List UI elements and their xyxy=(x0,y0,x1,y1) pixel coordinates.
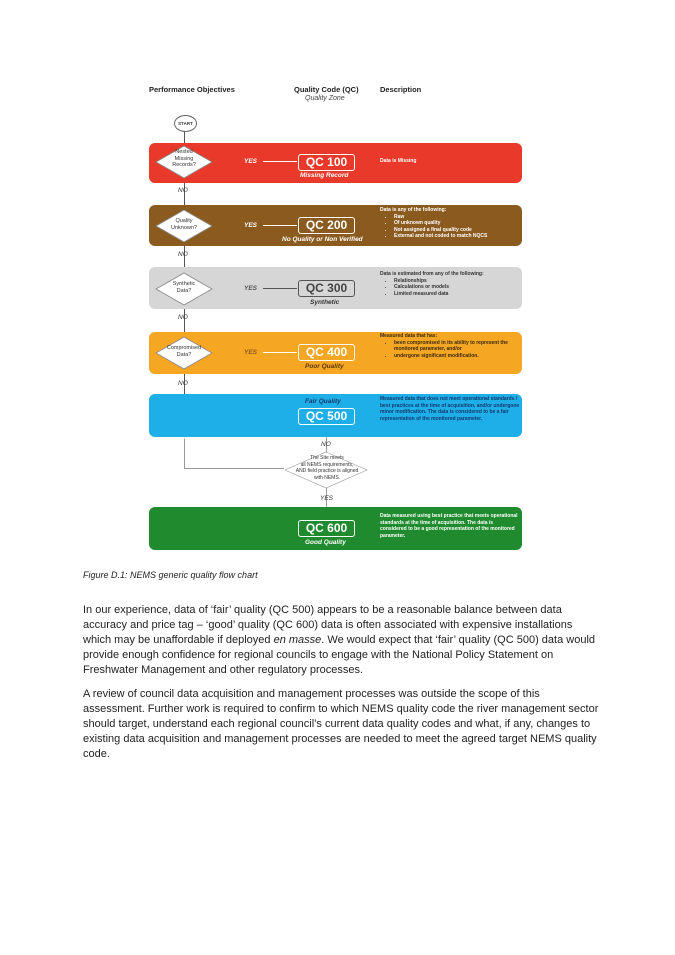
qc-200-description: Data is any of the following: • Raw • Of unknown quality • Not assigned a final quality code • External and not coded to match NQCS xyxy=(380,207,520,240)
qc-100-label: Missing Record xyxy=(300,172,349,179)
qc-600-description: Data measured using best practice that meets operational standards at the time of acquisition. The data is considered to be a good representation of the monitored parameter. xyxy=(380,513,518,539)
yes-arrow xyxy=(263,288,297,289)
yes-label: YES xyxy=(244,158,258,165)
yes-arrow xyxy=(263,352,297,353)
yes-arrow xyxy=(263,225,297,226)
start-node: START xyxy=(174,115,197,132)
decision-question: Quality Unknown? xyxy=(171,218,197,231)
no-label: NO xyxy=(178,380,188,387)
qc-200-code: QC 200 xyxy=(298,217,355,234)
header-description: Description xyxy=(380,85,422,94)
qc-500-description: Measured data that does not meet operational standards / best practices at the time of acquisition, and/or undergone minor modification. The data is considered to be a fair representation of the monitored parameter. xyxy=(380,396,520,422)
no-label: NO xyxy=(178,314,188,321)
body-paragraph: A review of council data acquisition and management processes was outside the scope of this assessment. Further work is required to confirm to which NEMS quality code the river management sector should target, understand each regional council’s current data quality codes and what, if any, changes to existing data acquisition and management processes are needed to meet the agreed target NEMS quality code. xyxy=(83,688,599,760)
body-paragraph: In our experience, data of ‘fair’ quality (QC 500) appears to be a reasonable balance between data accuracy and price tag – ‘good’ quality (QC 600) data is often associated with expensive installations which may be unaffordable if deployed en masse. We would expect that ‘fair’ quality (QC 500) data would provide enough confidence for regional councils to engage with the National Policy Statement on Freshwater Management and other regulatory processes. xyxy=(83,604,596,676)
qc-300-description: Data is estimated from any of the following: • Relationships • Calculations or models • Limited measured data xyxy=(380,271,520,297)
no-label: NO xyxy=(321,441,331,448)
qc-500-label: Fair Quality xyxy=(305,398,341,405)
connector-line xyxy=(184,468,284,469)
qc-400-description: Measured data that has: • been compromised in its ability to represent the monitored parameter, and/or • undergone significant modification. xyxy=(380,333,520,359)
decision-question: Compromised Data? xyxy=(166,345,202,358)
qc-400-code: QC 400 xyxy=(298,344,355,361)
yes-label: YES xyxy=(320,495,334,502)
yes-label: YES xyxy=(244,222,258,229)
header-performance-objectives: Performance Objectives xyxy=(149,85,235,94)
decision-question: Synthetic Data? xyxy=(172,281,196,294)
no-label: NO xyxy=(178,187,188,194)
figure-caption: Figure D.1: NEMS generic quality flow chart xyxy=(83,570,258,580)
qc-300-label: Synthetic xyxy=(310,299,340,306)
qc-600-label: Good Quality xyxy=(305,539,346,546)
yes-label: YES xyxy=(244,285,258,292)
header-quality-zone: Quality Zone xyxy=(305,95,345,102)
yes-arrow xyxy=(263,161,297,162)
qc-300-code: QC 300 xyxy=(298,280,355,297)
qc-500-code: QC 500 xyxy=(298,408,355,425)
decision-question: Nested Missing Records? xyxy=(172,149,196,168)
header-quality-code: Quality Code (QC) xyxy=(294,85,359,94)
qc-600-code: QC 600 xyxy=(298,520,355,537)
yes-label: YES xyxy=(244,349,258,356)
nems-question: The Site meets all NEMS requirements, AND field practice is aligned with NEMS. xyxy=(295,455,359,481)
connector-line xyxy=(184,439,185,469)
qc-400-label: Poor Quality xyxy=(305,363,344,370)
qc-100-description: Data is Missing xyxy=(380,158,417,164)
qc-200-label: No Quality or Non Verified xyxy=(282,236,363,243)
no-label: NO xyxy=(178,251,188,258)
qc-100-code: QC 100 xyxy=(298,154,355,171)
